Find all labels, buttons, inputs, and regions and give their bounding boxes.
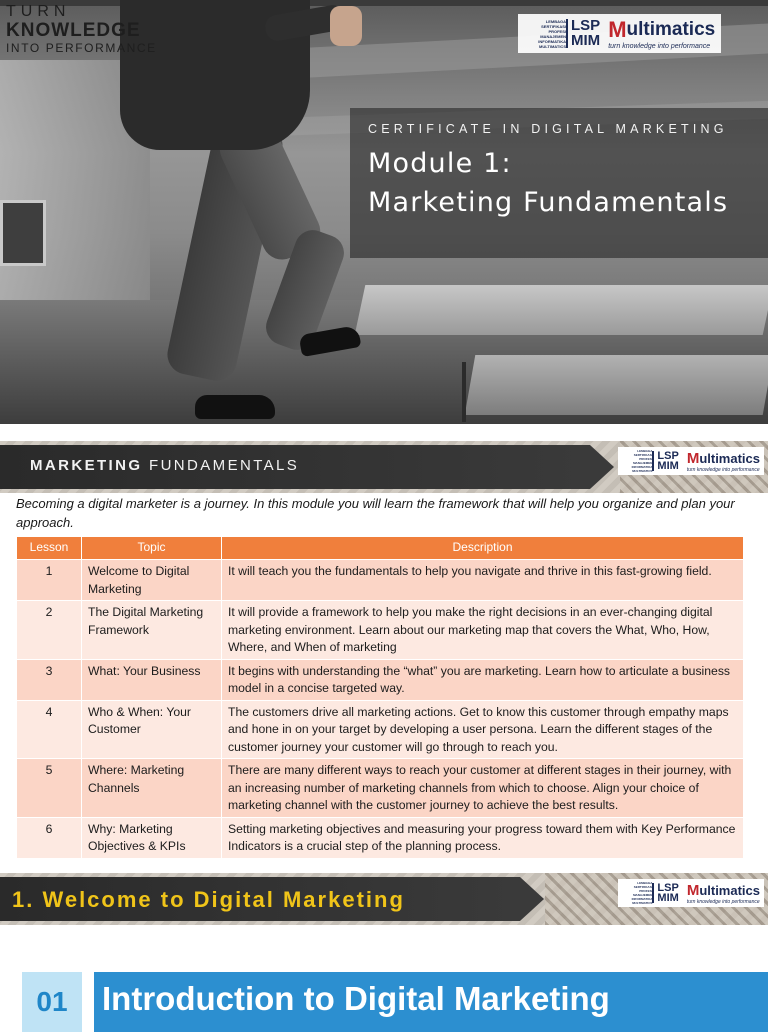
table-row [17, 817, 744, 858]
lesson-number: 5 [17, 759, 82, 818]
module-number: Module 1: [368, 148, 512, 179]
hero-step [355, 285, 768, 335]
lesson-topic: The Digital Marketing Framework [82, 601, 222, 660]
lesson-topic: Where: Marketing Channels [82, 759, 222, 818]
lesson-description: It will provide a framework to help you make the right decisions in an ever-changing digital marketing environment. Learn about our marketing map that covers the What, Who, How, Where, and When of marketing [222, 601, 744, 660]
lsp-text-line: MULTIMATICS [632, 469, 653, 473]
multimatics-name: ultimatics [699, 882, 760, 898]
lsp-mim-logo [652, 883, 678, 904]
section-title: 1. Welcome to Digital Marketing [12, 887, 405, 912]
lesson-description: It begins with understanding the “what” you are marketing. Learn how to articulate a business model in a concise targeted way. [222, 659, 744, 700]
lesson-description: The customers drive all marketing actions. Get to know this customer through empathy maps and hone in on your target by developing a user persona. Learn the different stages of the customer journey your customer will go through to reach you. [222, 700, 744, 759]
section-title-rest: FUNDAMENTALS [142, 457, 300, 474]
table-row [17, 659, 744, 700]
lesson-description: There are many different ways to reach your customer at different stages in their journey, with an increasing number of marketing channels from which to choose. Align your choice of marketing channel with the customer journey to achieve the best results. [222, 759, 744, 818]
section-title-bold: MARKETING [30, 457, 143, 474]
hero-window [0, 200, 46, 266]
lsp-text-line: INFORMATIKA [631, 897, 653, 901]
multimatics-name: ultimatics [699, 450, 760, 466]
module-intro-text: Becoming a digital marketer is a journey. In this module you will learn the framework that will help you organize and plan your approach. [16, 496, 735, 530]
banner-logos [618, 879, 764, 907]
lsp-mim-logo [652, 451, 678, 472]
lsp-mark-bottom: MIM [657, 892, 679, 904]
chapter-title: Introduction to Digital Marketing [102, 980, 610, 1017]
multimatics-tagline: turn knowledge into performance [686, 898, 760, 905]
lsp-text-line: INFORMATIKA [538, 38, 566, 44]
lesson-topic: Who & When: Your Customer [82, 700, 222, 759]
lsp-text-line: SERTIFIKASI [541, 23, 566, 29]
lsp-text-line: LEMBAGA [545, 18, 566, 24]
lsp-text-line: LEMBAGA [637, 881, 653, 885]
lsp-mark-bottom: MIM [657, 460, 679, 472]
lsp-small-text [622, 881, 652, 905]
lesson-number: 3 [17, 659, 82, 700]
multimatics-wordmark [687, 450, 760, 467]
lsp-mim-logo [566, 19, 600, 48]
multimatics-tagline: turn knowledge into performance [686, 466, 760, 473]
lsp-text-line: PROFESI [639, 457, 653, 461]
lsp-small-text [622, 449, 652, 473]
multimatics-name: ultimatics [626, 19, 716, 40]
hero-tagline [6, 4, 157, 54]
tagline-line2: KNOWLEDGE [6, 20, 141, 41]
multimatics-wordmark [687, 882, 760, 899]
lesson-topic: Welcome to Digital Marketing [82, 560, 222, 601]
lsp-text-line: MANAJEMEN [633, 461, 653, 465]
lsp-text-line: PROFESI [639, 889, 653, 893]
table-row [17, 560, 744, 601]
lsp-text-line: MANAJEMEN [633, 893, 653, 897]
multimatics-logo [687, 450, 760, 473]
section-banner-welcome [0, 873, 768, 925]
lsp-mark-top: LSP [571, 17, 601, 35]
multimatics-wordmark [608, 17, 715, 43]
multimatics-m-mark: M [686, 881, 700, 899]
multimatics-m-mark: M [608, 17, 627, 42]
header-description: Description [222, 537, 744, 560]
lsp-text-line: INFORMATIKA [631, 465, 653, 469]
lsp-text-line: MULTIMATICS [632, 901, 653, 905]
section-title [30, 457, 299, 474]
lesson-description: It will teach you the fundamentals to help you navigate and thrive in this fast-growing field. [222, 560, 744, 601]
figure-shoe [195, 395, 275, 419]
multimatics-tagline: turn knowledge into performance [608, 43, 711, 50]
hero-step [465, 355, 768, 415]
lsp-text-line: LEMBAGA [637, 449, 653, 453]
multimatics-logo [608, 17, 715, 50]
lesson-topic: Why: Marketing Objectives & KPIs [82, 817, 222, 858]
lsp-text-line: SERTIFIKASI [633, 453, 653, 457]
table-row [17, 700, 744, 759]
chapter-number: 01 [22, 972, 82, 1032]
lsp-mark-bottom: MIM [571, 31, 601, 49]
header-topic: Topic [82, 537, 222, 560]
lesson-topic: What: Your Business [82, 659, 222, 700]
lsp-text-line: MANAJEMEN [540, 33, 566, 39]
figure-hand [330, 6, 362, 46]
certificate-label: CERTIFICATE IN DIGITAL MARKETING [368, 122, 728, 136]
lsp-mark-top: LSP [657, 449, 679, 462]
tagline-line3: INTO PERFORMANCE [6, 41, 157, 55]
module-title: Marketing Fundamentals [368, 187, 729, 218]
lsp-small-text [524, 19, 566, 49]
lsp-text-line: PROFESI [548, 28, 566, 34]
lesson-number: 4 [17, 700, 82, 759]
hero-step-edge [462, 362, 466, 422]
table-row [17, 601, 744, 660]
banner-logos [618, 447, 764, 475]
lsp-mark-top: LSP [657, 881, 679, 894]
lesson-number: 6 [17, 817, 82, 858]
table-row [17, 759, 744, 818]
partner-logos [518, 14, 721, 53]
tagline-line1: TURN [6, 3, 71, 20]
lessons-table [16, 536, 744, 859]
table-header-row [17, 537, 744, 560]
lsp-text-line: MULTIMATICS [539, 43, 566, 49]
lesson-number: 1 [17, 560, 82, 601]
multimatics-logo [687, 882, 760, 905]
lesson-description: Setting marketing objectives and measuring your progress toward them with Key Performance Indicators is a crucial step of the planning process. [222, 817, 744, 858]
header-lesson: Lesson [17, 537, 82, 560]
lesson-number: 2 [17, 601, 82, 660]
lsp-text-line: SERTIFIKASI [633, 885, 653, 889]
multimatics-m-mark: M [686, 449, 700, 467]
section-banner-marketing-fundamentals [0, 441, 768, 493]
